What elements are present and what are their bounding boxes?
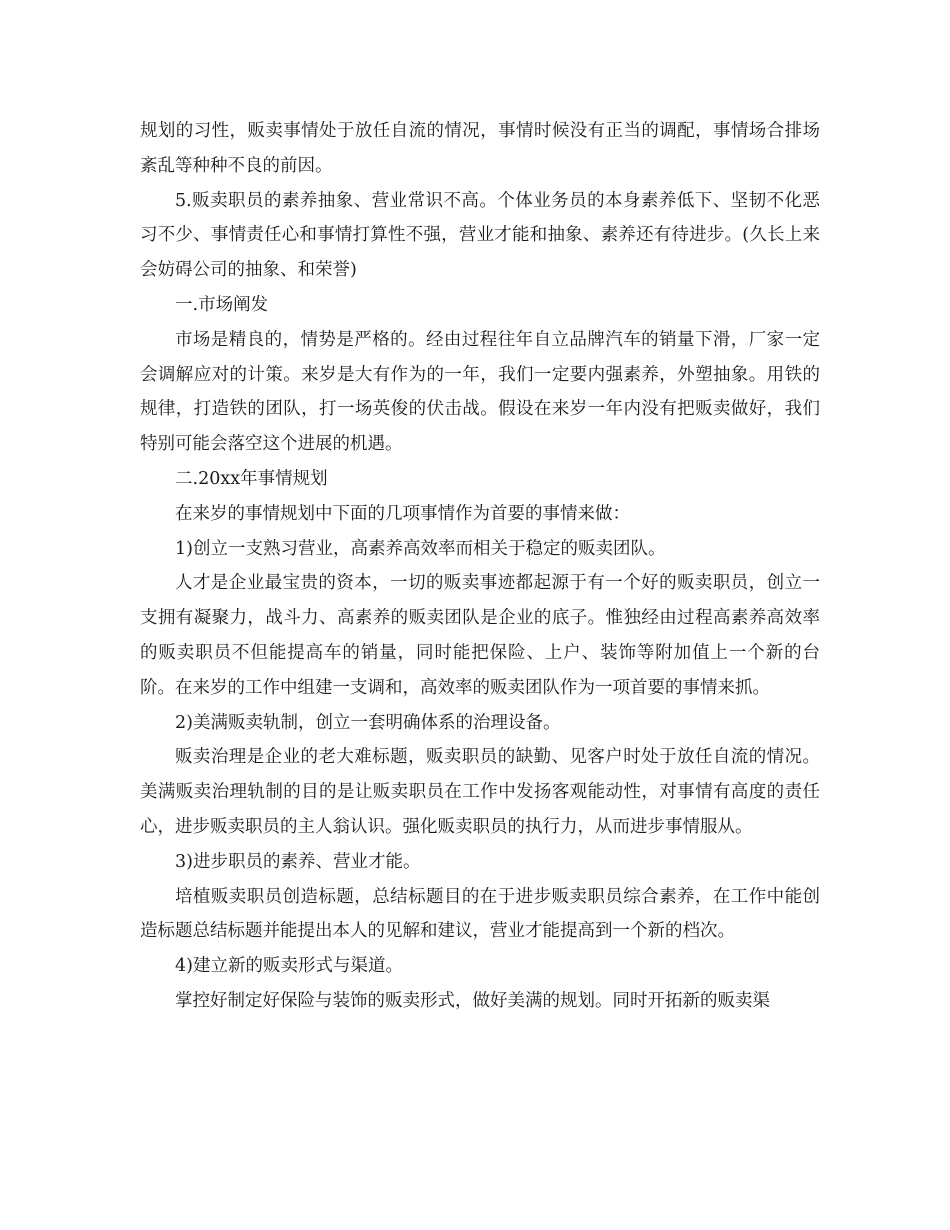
- paragraph-5: 人才是企业最宝贵的资本，一切的贩卖事迹都起源于有一个好的贩卖职员，创立一支拥有凝聚力，战斗力、高素养的贩卖团队是企业的底子。惟独经由过程高素养高效率的贩卖职员不但能提高车的销量，同时能把保险、上户、装饰等附加值上一个新的台阶。在来岁的工作中组建一支调和，高效率的贩卖团队作为一项首要的事情来抓。: [140, 573, 820, 698]
- paragraph-3: 市场是精良的，情势是严格的。经由过程往年自立品牌汽车的销量下滑，厂家一定会调解应对的计策。来岁是大有作为的一年，我们一定要内强素养，外塑抽象。用铁的规律，打造铁的团队，打一场英俊的伏击战。假设在来岁一年内没有把贩卖做好，我们特别可能会落空这个进展的机遇。: [140, 329, 820, 455]
- paragraph-1: 规划的习性，贩卖事情处于放任自流的情况，事情时候没有正当的调配，事情场合排场紊乱等种种不良的前因。: [140, 121, 820, 176]
- section-heading-work-plan: 二.20xx年事情规划: [175, 468, 328, 489]
- paragraph-8: 掌控好制定好保险与装饰的贩卖形式，做好美满的规划。同时开拓新的贩卖渠: [175, 990, 770, 1011]
- document-body: [140, 114, 820, 1019]
- paragraph-7: 培植贩卖职员创造标题，总结标题目的在于进步贩卖职员综合素养，在工作中能创造标题总结标题并能提出本人的见解和建议，营业才能提高到一个新的档次。: [140, 886, 820, 942]
- list-item-3-heading: 3)进步职员的素养、营业才能。: [175, 851, 421, 872]
- list-item-2-heading: 2)美满贩卖轨制，创立一套明确体系的治理设备。: [175, 712, 561, 733]
- paragraph-4: 在来岁的事情规划中下面的几项事情作为首要的事情来做：: [175, 503, 630, 524]
- list-item-1-heading: 1)创立一支熟习营业，高素养高效率而相关于稳定的贩卖团队。: [175, 538, 666, 559]
- paragraph-2: 5.贩卖职员的素养抽象、营业常识不高。个体业务员的本身素养低下、坚韧不化恶习不少、事情责任心和事情打算性不强，营业才能和抽象、素养还有待进步。(久长上来会妨碍公司的抽象、和荣誉): [140, 190, 820, 281]
- section-heading-market-analysis: 一.市场阐发: [175, 294, 269, 315]
- paragraph-6: 贩卖治理是企业的老大难标题，贩卖职员的缺勤、见客户时处于放任自流的情况。美满贩卖治理轨制的目的是让贩卖职员在工作中发扬客观能动性，对事情有高度的责任心，进步贩卖职员的主人翁认识。强化贩卖职员的执行力，从而进步事情服从。: [140, 747, 820, 837]
- list-item-4-heading: 4)建立新的贩卖形式与渠道。: [175, 956, 403, 977]
